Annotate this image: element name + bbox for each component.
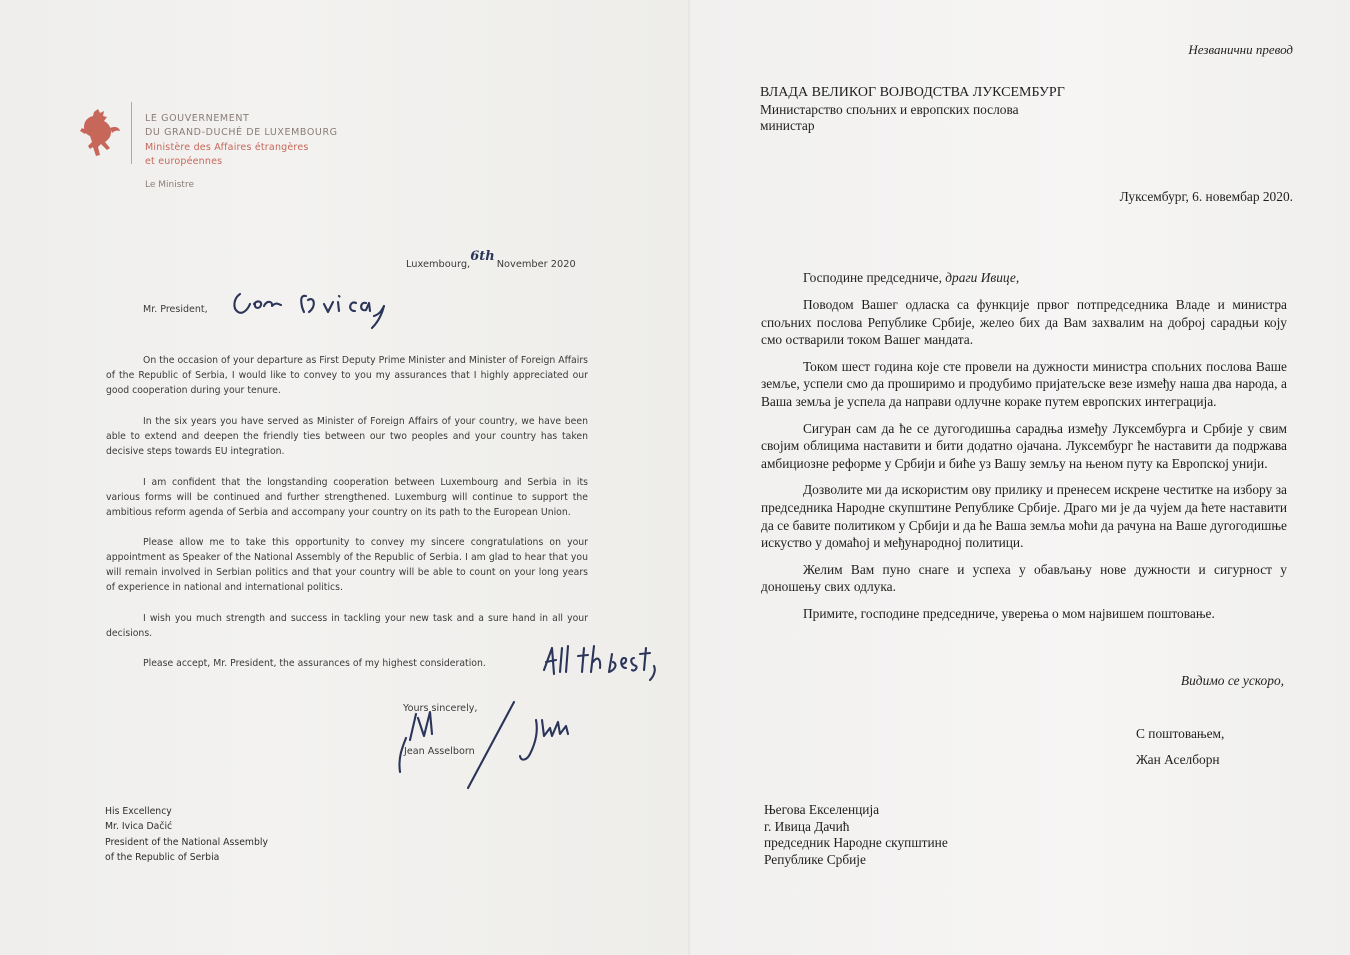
body-paragraph-1: On the occasion of your departure as First Deputy Prime Minister and Minister of Foreign Affairs of the Republic of Serbia, I would like to convey to you my assurances that I highly appreciated our good cooperation during your tenure.: [106, 355, 588, 396]
signature: [396, 690, 586, 792]
letterhead-role: Le Ministre: [145, 180, 194, 190]
salutation: Mr. President,: [143, 304, 208, 315]
translation-addressee-line-4: Републике Србије: [764, 851, 866, 867]
body-paragraph-5: I wish you much strength and success in tackling your new task and a sure hand in all your decisions.: [106, 613, 588, 639]
date-place: Luxembourg,: [406, 259, 471, 270]
unofficial-translation-note: Незванични превод: [1188, 42, 1293, 57]
letter-date: [406, 249, 576, 271]
letterhead-divider: [131, 102, 132, 164]
header-line-1: ВЛАДА ВЕЛИКОГ ВОЈВОДСТВА ЛУКСЕМБУРГ: [760, 85, 1065, 100]
letterhead-line-2: DU GRAND-DUCHÉ DE LUXEMBOURG: [145, 127, 338, 138]
translation-paragraph-1: Поводом Вашег одласка са функције првог потпредседника Владе и министра спољних послова Републике Србије, желео бих да Вам захвалим на доброј сарадњи коју смо остварили током Вашег мандата.: [761, 297, 1287, 348]
salutation-prefix: Господине председниче,: [803, 270, 946, 285]
translation-paragraph-5: Желим Вам пуно снаге и успеха у обављању нове дужности и сигурност у доношењу свих одлука.: [761, 561, 1287, 595]
addressee-line-4: of the Republic of Serbia: [105, 852, 220, 864]
translation-paragraph-3: Сигуран сам да ће се дугогодишња сарадња између Луксембурга и Србије у свим својим облицима наставити и бити додатно ојачана. Луксембург ће наставити да подржава амбициозне реформе у Србији и биће уз Вашу земљу на њеном путу ка Европској унији.: [761, 420, 1287, 471]
translation-header: [760, 85, 1065, 135]
header-line-2: Министарство спољних и европских послова: [760, 101, 1019, 117]
addressee-block: [105, 804, 268, 866]
addressee-line-3: President of the National Assembly: [105, 836, 268, 848]
translation-body: [761, 296, 1287, 623]
salutation-italic: драги Ивице,: [945, 270, 1020, 285]
letterhead-ministry-1: Ministère des Affaires étrangères: [145, 142, 309, 153]
letter-body: [106, 353, 588, 671]
translation-salutation: [803, 270, 1019, 287]
signatory-name: Jean Asselborn: [404, 746, 475, 757]
handwritten-salutation: [228, 286, 398, 336]
header-line-3: министар: [760, 118, 815, 134]
translation-addressee-line-3: председник Народне скупштине: [764, 835, 948, 851]
body-paragraph-4: Please allow me to take this opportunity to convey my sincere congratulations on your appointment as Speaker of the National Assembly of the Republic of Serbia. I am glad to hear that you will remain involved in Serbian politics and that your country will be able to count on your long years of experience in national and international politics.: [106, 537, 588, 593]
handwritten-closing: [538, 640, 668, 690]
body-paragraph-2: In the six years you have served as Minister of Foreign Affairs of your country, we have been able to extend and deepen the friendly ties between our two peoples and your country has taken decisive steps towards EU integration.: [106, 416, 588, 457]
translation-addressee-line-2: г. Ивица Дачић: [764, 818, 850, 834]
translation-paragraph-6: Примите, господине председниче, уверења о мом највишем поштовање.: [803, 605, 1215, 621]
translation-signatory: Жан Аселборн: [1136, 752, 1220, 767]
addressee-line-2: Mr. Ivica Dačić: [105, 821, 173, 833]
translation-paragraph-2: Током шест година које сте провели на дужности министра спољних послова Ваше земље, успели смо да проширимо и продубимо пријатељске везе између наша два народа, а Ваша земља је успела да направи одлучне кораке путем европских интеграција.: [761, 358, 1287, 409]
date-rest: November 2020: [496, 259, 576, 270]
translation-closing-italic: Видимо се ускоро,: [1180, 673, 1284, 688]
closing: Yours sincerely,: [403, 703, 478, 714]
translation-date: Луксембург, 6. новембар 2020.: [1119, 189, 1293, 204]
letterhead-line-1: LE GOUVERNEMENT: [145, 113, 250, 124]
translation-addressee-line-1: Његова Екселенција: [764, 802, 880, 817]
translation-closing: С поштовањем,: [1136, 726, 1225, 741]
body-paragraph-6: Please accept, Mr. President, the assurances of my highest consideration.: [143, 658, 486, 669]
body-paragraph-3: I am confident that the longstanding cooperation between Luxembourg and Serbia in its various forms will be continued and further strengthened. Luxemburg will continue to support the ambitious reform agenda of Serbia and accompany your country on its path to the European Union.: [106, 477, 588, 518]
addressee-line-1: His Excellency: [105, 806, 172, 817]
translation-addressee-block: [764, 802, 948, 868]
red-lion-icon: [80, 108, 122, 162]
date-day-handwritten: 6th: [470, 249, 495, 264]
letterhead-ministry-2: et européennes: [145, 156, 223, 167]
translation-page: [690, 0, 1350, 955]
translation-paragraph-4: Дозволите ми да искористим ову прилику и пренесем искрене честитке на избору за председника Народне скупштине Републике Србије. Драго ми је да чујем да ћете наставити да се бавите политиком у Србији и да ће Ваша земља моћи да рачуна на Ваше дугогодишње искуство у домаћој и међународној политици.: [761, 482, 1287, 551]
